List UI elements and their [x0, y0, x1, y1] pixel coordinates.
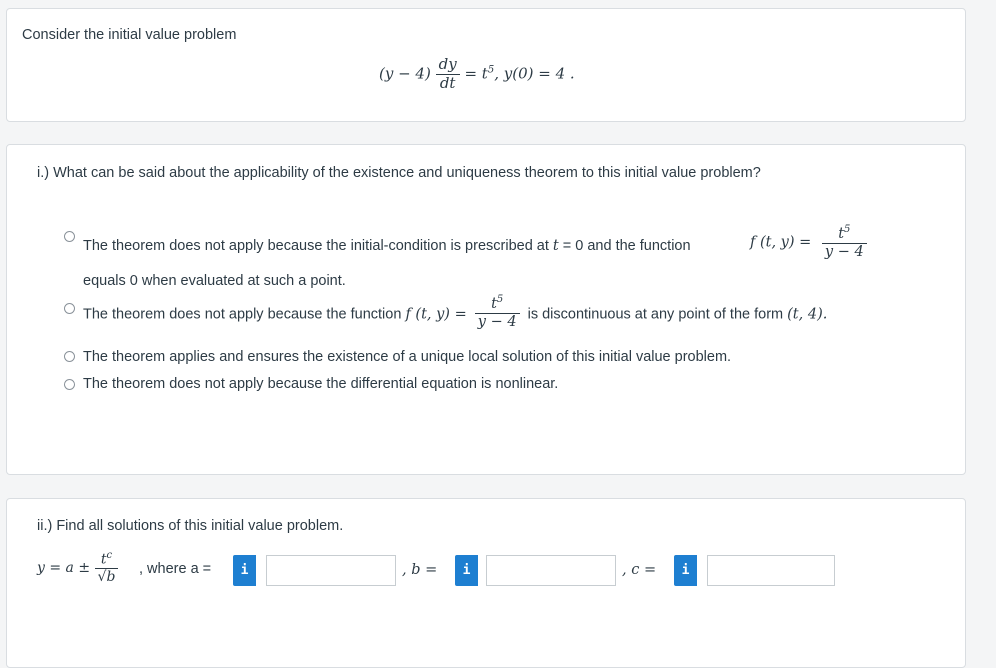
- part1-question: i.) What can be said about the applicability of the existence and uniqueness theorem to this initial value problem?: [37, 165, 761, 181]
- option-2-line[interactable]: The theorem does not apply because the function f (t, y) = $\frac{t^5}{y - 4}$ is discontinuous at any point of the form (t, 4).: [83, 294, 828, 331]
- option-1-radio[interactable]: [64, 231, 75, 242]
- option-2-radio[interactable]: [64, 303, 75, 314]
- option-3-text[interactable]: The theorem applies and ensures the existence of a unique local solution of this initial value problem.: [83, 349, 732, 365]
- option-3-radio[interactable]: [64, 351, 75, 362]
- answer-b-input[interactable]: [486, 555, 616, 586]
- problem-intro: Consider the initial value problem: [22, 27, 237, 43]
- answer-c-input[interactable]: [707, 555, 835, 586]
- solution-formula: y = a ± $\frac{t^c}{√b}$: [37, 551, 118, 585]
- part2-card: [6, 498, 966, 668]
- info-icon-c[interactable]: i: [674, 555, 697, 586]
- option-4-radio[interactable]: [64, 379, 75, 390]
- part1-card: [6, 144, 966, 475]
- ivp-equation: (y − 4) $\frac{dy}{dt}$ = $t^5$, y(0) = 4 .: [379, 55, 575, 92]
- c-label: , c =: [622, 562, 657, 578]
- option-1-line1[interactable]: The theorem does not apply because the initial-condition is prescribed at t = 0 and the function: [83, 238, 691, 254]
- problem-card: [6, 8, 966, 122]
- b-label: , b =: [402, 562, 438, 578]
- info-icon-a[interactable]: i: [233, 555, 256, 586]
- option-4-text[interactable]: The theorem does not apply because the differential equation is nonlinear.: [83, 376, 559, 392]
- answer-a-input[interactable]: [266, 555, 396, 586]
- part2-question: ii.) Find all solutions of this initial value problem.: [37, 518, 344, 534]
- option-1-function: f (t, y) = $\frac{t^5}{y - 4}$: [750, 225, 867, 260]
- where-a-label: , where a =: [139, 561, 212, 577]
- info-icon-b[interactable]: i: [455, 555, 478, 586]
- derivative-fraction: $\frac{dy}{dt}$: [436, 57, 460, 92]
- option-1-line2: equals 0 when evaluated at such a point.: [83, 273, 346, 289]
